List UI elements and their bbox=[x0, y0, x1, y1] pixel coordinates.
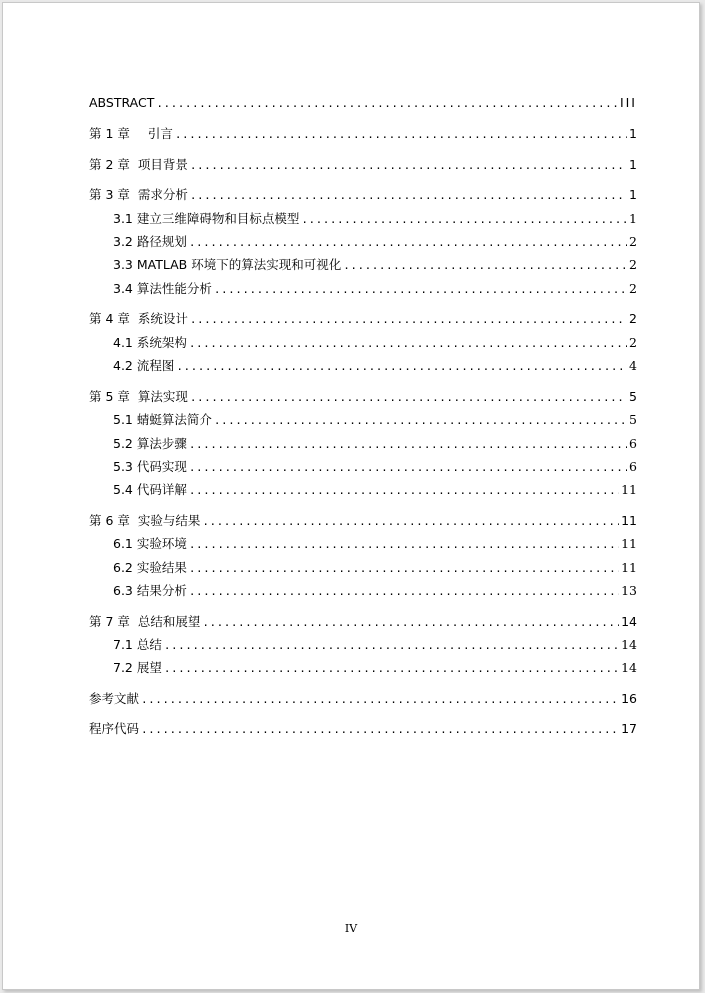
toc-title: 7.1 总结 bbox=[113, 637, 162, 652]
toc-entry-section-6-3[interactable] bbox=[113, 582, 637, 600]
toc-page: 11 bbox=[621, 482, 637, 497]
toc-entry-chapter-2[interactable] bbox=[89, 156, 637, 174]
toc-title: 项目背景 bbox=[137, 157, 188, 172]
toc-title: 3.4 算法性能分析 bbox=[113, 281, 212, 296]
toc-title: 6.1 实验环境 bbox=[113, 536, 187, 551]
toc-leader bbox=[190, 187, 627, 205]
toc-page: 5 bbox=[629, 412, 637, 427]
toc-entry-chapter-1[interactable] bbox=[89, 125, 637, 143]
toc-page: 6 bbox=[629, 459, 637, 474]
toc-entry-section-3-2[interactable] bbox=[113, 233, 637, 251]
toc-chapter-number: 第 1 章 bbox=[89, 126, 130, 141]
toc-page: 6 bbox=[629, 436, 637, 451]
toc-leader bbox=[189, 436, 627, 454]
toc-chapter-number: 第 2 章 bbox=[89, 157, 130, 172]
toc-leader bbox=[141, 691, 619, 709]
toc-title: ABSTRACT bbox=[89, 95, 155, 110]
toc-leader bbox=[214, 412, 627, 430]
toc-chapter-number: 第 6 章 bbox=[89, 513, 130, 528]
toc-leader bbox=[190, 389, 627, 407]
toc-title: 参考文献 bbox=[89, 691, 140, 706]
toc-title: 系统设计 bbox=[137, 311, 188, 326]
toc-page: 2 bbox=[629, 335, 637, 350]
toc-entry-abstract[interactable] bbox=[89, 94, 637, 112]
toc-leader bbox=[189, 536, 619, 554]
toc-chapter-number: 第 4 章 bbox=[89, 311, 130, 326]
toc-title: 5.1 蜻蜓算法简介 bbox=[113, 412, 212, 427]
toc-chapter-number: 第 7 章 bbox=[89, 614, 130, 629]
toc-entry-section-4-2[interactable] bbox=[113, 357, 637, 375]
toc-leader bbox=[189, 234, 627, 252]
toc-title: 3.3 MATLAB 环境下的算法实现和可视化 bbox=[113, 257, 342, 272]
toc-page: 11 bbox=[621, 560, 637, 575]
toc-leader bbox=[176, 358, 627, 376]
toc-entry-section-6-1[interactable] bbox=[113, 535, 637, 553]
toc-entry-section-7-1[interactable] bbox=[113, 636, 637, 654]
toc-entry-chapter-4[interactable] bbox=[89, 310, 637, 328]
toc-entry-chapter-6[interactable] bbox=[89, 512, 637, 530]
toc-entry-chapter-7[interactable] bbox=[89, 613, 637, 631]
toc-title: 实验与结果 bbox=[137, 513, 201, 528]
toc-page: 2 bbox=[629, 311, 637, 326]
toc-page: 14 bbox=[621, 614, 637, 629]
toc-entry-section-5-2[interactable] bbox=[113, 435, 637, 453]
toc-page: 16 bbox=[621, 691, 637, 706]
toc-title: 4.1 系统架构 bbox=[113, 335, 187, 350]
toc-entry-section-5-4[interactable] bbox=[113, 481, 637, 499]
toc-chapter-number: 第 3 章 bbox=[89, 187, 130, 202]
toc-page: 14 bbox=[621, 637, 637, 652]
toc-page: 1 bbox=[629, 126, 637, 141]
toc-entry-references[interactable] bbox=[89, 690, 637, 708]
toc-title: 算法实现 bbox=[137, 389, 188, 404]
toc-entry-section-3-1[interactable] bbox=[113, 210, 637, 228]
toc-entry-section-6-2[interactable] bbox=[113, 559, 637, 577]
toc-leader bbox=[202, 513, 619, 531]
toc-leader bbox=[202, 614, 619, 632]
toc-leader bbox=[156, 95, 618, 113]
toc-chapter-number: 第 5 章 bbox=[89, 389, 130, 404]
toc-leader bbox=[343, 257, 627, 275]
toc-entry-section-3-3[interactable] bbox=[113, 256, 637, 274]
toc-title: 5.3 代码实现 bbox=[113, 459, 187, 474]
document-page bbox=[2, 2, 700, 990]
toc-title: 5.2 算法步骤 bbox=[113, 436, 187, 451]
toc-page: 17 bbox=[621, 721, 637, 736]
toc-leader bbox=[189, 560, 619, 578]
toc-leader bbox=[189, 482, 619, 500]
toc-leader bbox=[189, 335, 627, 353]
toc-entry-section-4-1[interactable] bbox=[113, 334, 637, 352]
toc-page: 14 bbox=[621, 660, 637, 675]
toc-leader bbox=[190, 311, 627, 329]
toc-entry-section-5-1[interactable] bbox=[113, 411, 637, 429]
toc-page: 11 bbox=[621, 536, 637, 551]
toc-page: 2 bbox=[629, 234, 637, 249]
toc-page: 1 bbox=[629, 157, 637, 172]
toc-entry-section-5-3[interactable] bbox=[113, 458, 637, 476]
toc-title: 5.4 代码详解 bbox=[113, 482, 187, 497]
toc-title: 引言 bbox=[147, 126, 173, 141]
toc-leader bbox=[301, 211, 627, 229]
toc-page: 2 bbox=[629, 281, 637, 296]
toc-leader bbox=[164, 660, 619, 678]
toc-leader bbox=[189, 583, 619, 601]
toc-leader bbox=[175, 126, 627, 144]
toc-page: 11 bbox=[621, 513, 637, 528]
toc-title: 3.2 路径规划 bbox=[113, 234, 187, 249]
toc-title: 6.2 实验结果 bbox=[113, 560, 187, 575]
toc-title: 4.2 流程图 bbox=[113, 358, 175, 373]
toc-entry-chapter-3[interactable] bbox=[89, 186, 637, 204]
toc-entry-chapter-5[interactable] bbox=[89, 388, 637, 406]
toc-title: 3.1 建立三维障碍物和目标点模型 bbox=[113, 211, 300, 226]
page-number-footer: IV bbox=[344, 922, 358, 935]
toc-entry-program-code[interactable] bbox=[89, 720, 637, 738]
toc-page: 4 bbox=[629, 358, 637, 373]
toc-title: 7.2 展望 bbox=[113, 660, 162, 675]
toc-page: 5 bbox=[629, 389, 637, 404]
toc-title: 程序代码 bbox=[89, 721, 140, 736]
toc-page: 13 bbox=[621, 583, 637, 598]
toc-leader bbox=[214, 281, 627, 299]
toc-title: 6.3 结果分析 bbox=[113, 583, 187, 598]
toc-page: 1 bbox=[629, 187, 637, 202]
toc-page: III bbox=[619, 95, 637, 110]
toc-title: 总结和展望 bbox=[137, 614, 201, 629]
toc-entry-section-7-2[interactable] bbox=[113, 659, 637, 677]
toc-entry-section-3-4[interactable] bbox=[113, 280, 637, 298]
toc-title: 需求分析 bbox=[137, 187, 188, 202]
toc-leader bbox=[189, 459, 627, 477]
toc-page: 2 bbox=[629, 257, 637, 272]
toc-leader bbox=[141, 721, 619, 739]
toc-leader bbox=[164, 637, 619, 655]
toc-leader bbox=[190, 157, 627, 175]
toc-page: 1 bbox=[629, 211, 637, 226]
